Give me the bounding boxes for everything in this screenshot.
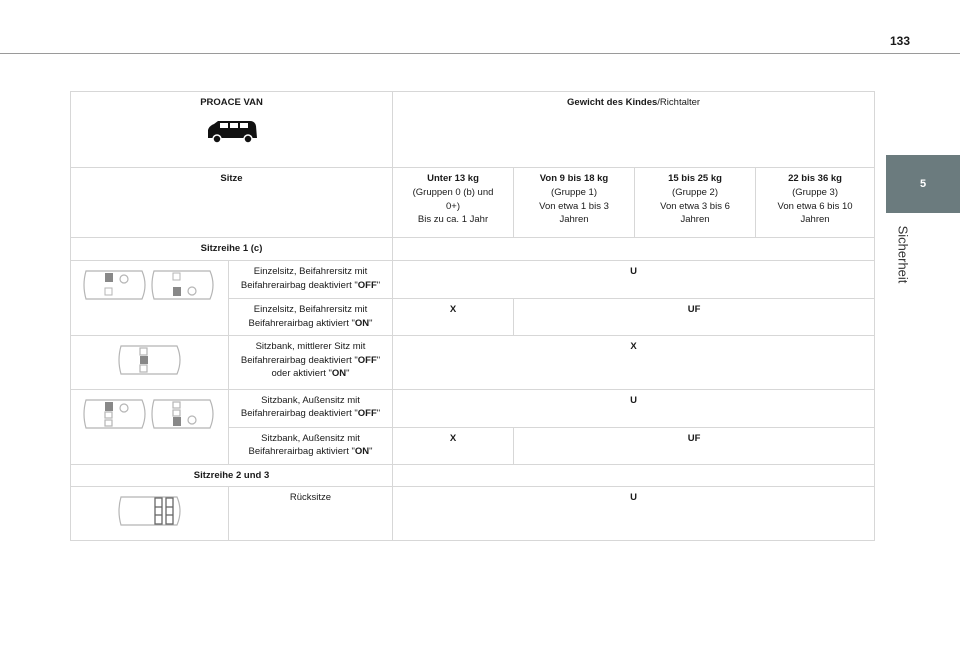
weight-header-rest: /Richtalter [657, 97, 701, 108]
vehicle-name: PROACE VAN [200, 97, 263, 108]
chapter-label-text: Sicherheit [895, 225, 911, 284]
desc-line: Einzelsitz, Beifahrersitz mit [253, 303, 368, 315]
group-title: 15 bis 25 kg [668, 173, 722, 184]
desc-text: oder aktiviert " [271, 368, 332, 380]
group-line: (Gruppen 0 (b) und [412, 186, 494, 198]
desc-line [233, 407, 388, 421]
group-line: Von etwa 3 bis 6 [660, 200, 730, 212]
rear-label: Rücksitze [229, 487, 393, 541]
desc-text: Beifahrerairbag deaktiviert " [240, 354, 358, 366]
seat-diagram-cell [71, 260, 229, 335]
group-line: Bis zu ca. 1 Jahr [417, 214, 489, 226]
table-row [71, 487, 875, 541]
desc-keyword: OFF [357, 279, 377, 291]
desc-line [233, 317, 388, 331]
group-title: 22 bis 36 kg [788, 173, 842, 184]
rating-cell: X [393, 427, 514, 464]
desc-line [233, 354, 388, 368]
desc-keyword: OFF [357, 354, 377, 366]
rear-seats-icon [115, 491, 185, 531]
group-line: (Gruppe 3) [792, 186, 838, 198]
desc-keyword: ON [331, 368, 347, 380]
desc-text: Beifahrerairbag aktiviert " [248, 446, 355, 458]
desc-text: Beifahrerairbag deaktiviert " [240, 279, 358, 291]
group-line: Jahren [800, 214, 830, 226]
desc-text: Beifahrerairbag deaktiviert " [240, 408, 358, 420]
desc-text: " [369, 446, 373, 458]
page-number: 133 [889, 34, 911, 48]
seat-diagram-cell [71, 487, 229, 541]
weight-header-cell [393, 92, 875, 168]
chapter-number: 5 [919, 178, 927, 190]
rating-cell: U [393, 487, 875, 541]
group-line: Von etwa 1 bis 3 [539, 200, 609, 212]
seat-description [229, 260, 393, 298]
table-row [71, 389, 875, 427]
child-seat-table [70, 91, 875, 541]
desc-line: Sitzbank, Außensitz mit [261, 432, 360, 444]
table-header-row [71, 92, 875, 168]
desc-keyword: ON [354, 317, 370, 329]
chapter-label [891, 213, 915, 293]
seat-description [229, 427, 393, 464]
empty-cell [393, 464, 875, 487]
rating-cell: U [393, 260, 875, 298]
groups-row [71, 168, 875, 238]
group-3 [756, 168, 875, 238]
front-bench-outer-icon [80, 394, 220, 434]
seat-diagram-cell [71, 335, 229, 389]
group-line: (Gruppe 2) [672, 186, 718, 198]
rating-cell: U [393, 389, 875, 427]
desc-text: Beifahrerairbag aktiviert " [248, 317, 355, 329]
chapter-tab[interactable] [886, 155, 960, 213]
group-line: Jahren [680, 214, 710, 226]
desc-keyword: ON [354, 446, 370, 458]
row23-header: Sitzreihe 2 und 3 [71, 464, 393, 487]
desc-line: Einzelsitz, Beifahrersitz mit [253, 265, 368, 277]
desc-keyword: OFF [357, 408, 377, 420]
row1-header-row [71, 238, 875, 261]
van-icon [204, 118, 260, 146]
desc-line: Sitzbank, Außensitz mit [261, 394, 360, 406]
seat-description [229, 389, 393, 427]
seat-description [229, 335, 393, 389]
table-row [71, 335, 875, 389]
group-1 [514, 168, 635, 238]
group-0 [393, 168, 514, 238]
desc-line [233, 367, 388, 381]
front-bench-middle-icon [115, 340, 185, 380]
group-line: Jahren [559, 214, 589, 226]
empty-cell [393, 238, 875, 261]
row1-header: Sitzreihe 1 (c) [71, 238, 393, 261]
desc-text: " [376, 354, 381, 366]
desc-text: " [369, 317, 373, 329]
group-title: Unter 13 kg [427, 173, 479, 184]
group-line: Von etwa 6 bis 10 [777, 200, 853, 212]
weight-header-bold: Gewicht des Kindes [567, 97, 658, 108]
desc-line [233, 445, 388, 459]
group-line: 0+) [446, 200, 461, 212]
desc-line: Sitzbank, mittlerer Sitz mit [255, 340, 366, 352]
desc-text: " [346, 368, 350, 380]
desc-text: " [376, 408, 381, 420]
rating-cell: X [393, 335, 875, 389]
group-title: Von 9 bis 18 kg [539, 173, 609, 184]
seat-diagram-cell [71, 389, 229, 464]
desc-text: " [376, 279, 381, 291]
seats-header: Sitze [71, 168, 393, 238]
table-row [71, 260, 875, 298]
rating-cell: UF [514, 298, 875, 335]
rating-cell: X [393, 298, 514, 335]
rating-cell: UF [514, 427, 875, 464]
desc-line [233, 279, 388, 293]
group-line: (Gruppe 1) [551, 186, 597, 198]
group-2 [635, 168, 756, 238]
header-rule [0, 53, 960, 54]
row23-header-row [71, 464, 875, 487]
seat-description [229, 298, 393, 335]
front-single-seat-icon [80, 265, 220, 305]
vehicle-cell [71, 92, 393, 168]
